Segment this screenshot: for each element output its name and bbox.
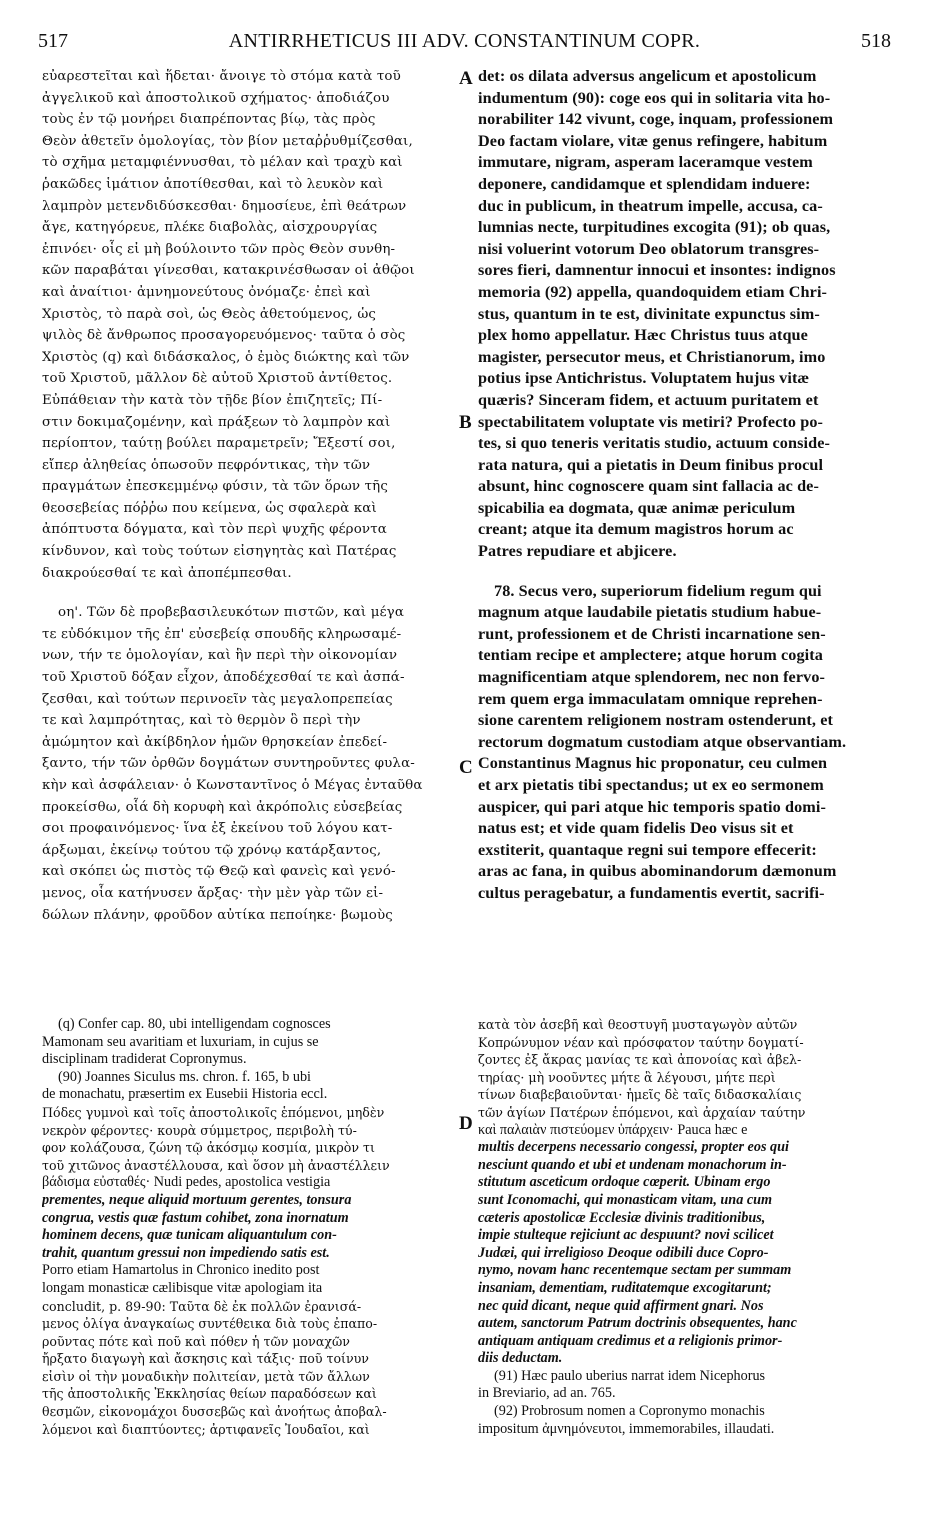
margin-letter-a: A — [459, 68, 473, 89]
greek-text-line: διακρούεσθαί τε καὶ ἀποπέμπεσθαι. — [42, 565, 292, 581]
footnotes-left-column — [42, 1016, 460, 1438]
greek-text-line: άρξωμαι, ἐκείνῳ τούτου τῷ χρόνῳ κατάρξαντος, — [42, 842, 382, 858]
latin-text-line: rem quem erga immaculatam omnique reprehen- — [478, 689, 823, 708]
footnote-line-left: τοῦ χιτῶνος ἀναστέλλουσα, καὶ ὅσον μὴ ἀναστέλλειν — [42, 1157, 390, 1173]
greek-text-line: λαμπρὸν μετενδιδύσκεσθαι· δημοσίευε, ἐπὶ θεάτρων — [42, 198, 407, 214]
footnote-line-right: nesciunt quando et ubi et undenam monachorum in- — [478, 1156, 787, 1173]
latin-text-line: et arx pietatis tibi spectandus; ut ex eo sermonem — [478, 776, 824, 794]
footnote-line-right: diis deductam. — [478, 1350, 563, 1367]
footnote-line-left: τῆς ἀποστολικῆς Ἐκκλησίας θείων παραδόσεων καὶ — [42, 1386, 377, 1402]
footnote-line-left: ροῦντας πότε καὶ ποῦ καὶ πόθεν ἡ τῶν μοναχῶν — [42, 1333, 350, 1349]
footnote-line-left: ἤρξατο διαγωγὴ καὶ ἄσκησις καὶ τάξις· ποῦ τοίνυν — [42, 1351, 369, 1367]
latin-text-line: immutare, nigram, asperam laceramque vestem — [478, 153, 813, 172]
latin-text-line: magister, persecutor meus, et Christianorum, imo — [478, 347, 826, 366]
footnote-line-right: autem, sanctorum Patrum doctrinis obsequentes, hanc — [478, 1315, 797, 1332]
latin-text-line: natus est; et vide quam fidelis Deo visus sit et — [478, 819, 794, 838]
greek-text-line: θεοσεβείας πόῤῥω που κείμενα, ὡς σφαλερὰ καὶ — [42, 500, 377, 516]
footnote-line-left: (q) Confer cap. 80, ubi intelligendam cognosces — [58, 1016, 331, 1032]
page-number-left: 517 — [38, 30, 68, 52]
footnote-line-left: θεσμῶν, εἰκονομάχοι δυσσεβῶς καὶ ἀνοήτως ἀποβαλ- — [42, 1404, 387, 1420]
greek-text-line: ἄγε, κατηγόρευε, πλέκε διαβολὰς, αἰσχρουργίας — [42, 220, 378, 236]
footnote-line-right: (92) Probrosum nomen a Copronymo monachis — [494, 1403, 765, 1420]
footnote-line-right: impie stulteque rejiciunt ac despuunt? novi scilicet — [478, 1227, 774, 1244]
footnote-line-left: φον κολάζουσα, ζώνη τῷ ἀκόσμῳ κοσμία, μικρὸν τι — [42, 1140, 375, 1156]
footnote-line-right: impositum ἀμνημόνευτοι, immemorabiles, illaudati. — [478, 1420, 775, 1437]
latin-text-line: indumentum (90): coge eos qui in solitaria vita ho- — [478, 88, 831, 107]
greek-text-line: ῥακῶδες ἱμάτιον ἀποτίθεσθαι, καὶ τὸ λευκὸν καὶ — [42, 176, 384, 192]
greek-text-line: τοὺς ἐν τῷ μονήρει διαπρέποντας βίῳ, τὰς πρὸς — [42, 112, 376, 128]
greek-text-line: εἴπερ ἀληθείας ὁπωσοῦν πεφρόντικας, τὴν τῶν — [42, 457, 371, 473]
latin-text-line: deponere, candidamque et splendidam induere: — [478, 174, 811, 193]
latin-text-line: sores fieri, damnentur innocui et insontes: indignos — [478, 261, 836, 280]
latin-text-line: cultus peragebatur, a fundamentis evertit, sacrifi- — [478, 883, 825, 902]
footnote-line-right: in Breviario, ad an. 765. — [478, 1385, 616, 1402]
greek-text-line: ζεσθαι, καὶ τούτων περινοεῖν τὰς μεγαλοπρεπείας — [42, 691, 393, 707]
latin-text-line: Patres repudiare et abjicere. — [478, 542, 677, 561]
footnote-line-right: insaniam, dementiam, ruditatemque excogitarunt; — [478, 1279, 772, 1296]
latin-text-line: Constantinus Magnus hic proponatur, ceu culmen — [478, 754, 828, 773]
greek-text-line: περίοπτον, ταύτῃ βούλει παραμετρεῖν; Ἔξεστί σοι, — [42, 436, 396, 452]
footnote-line-right: κατὰ τὸν ἀσεβῆ καὶ θεοστυγῆ μυσταγωγὸν αὐτῶν — [478, 1017, 798, 1032]
margin-letter-c: C — [459, 757, 473, 778]
footnote-line-left: hominem decens, quæ tunicam aliquantulum con- — [42, 1227, 337, 1244]
greek-text-line: σοι προφαινόμενος· ἵνα ἐξ ἐκείνου τοῦ λόγου κατ- — [42, 821, 393, 837]
latin-text-line: aras ac fana, in quibus abominandorum dæmonum — [478, 862, 837, 881]
footnotes-right-column — [478, 1016, 894, 1438]
footnote-line-left: νεκρὸν φέροντες· κουρὰ σύμμετρος, περιβολὴ τύ- — [42, 1122, 357, 1138]
footnote-line-left: congrua, vestis quæ fastum cohibet, zona inornatum — [42, 1209, 349, 1226]
latin-text-line: sione carentem religionem nostram ostenderunt, et — [478, 711, 833, 730]
greek-text-line: ξαντο, τήν τῶν ὀρθῶν δογμάτων συντηροῦντες φυλα- — [42, 756, 415, 772]
greek-text-line: καὶ σκόπει ὡς πιστὸς τῷ Θεῷ καὶ φανεὶς καὶ γενό- — [42, 864, 396, 880]
latin-text-line: potius ipse Antichristus. Voluptatem hujus vitæ — [478, 369, 810, 388]
running-title: ANTIRRHETICUS III ADV. CONSTANTINUM COPR. — [228, 30, 701, 52]
latin-text-line: absunt, hinc cognoscere quam sint fallacia ac de- — [478, 477, 819, 496]
greek-text-column — [42, 66, 458, 926]
footnote-line-right: καὶ παλαιὰν πιστεύομεν ὑπάρχειν· Pauca hæc e — [478, 1121, 748, 1138]
latin-text-line: lumnias necte, turpitudines excogita (91); ob quas, — [478, 218, 831, 237]
greek-text-line: ἐπινόει· οἷς εἰ μὴ βούλοιντο τῶν πρὸς Θεὸν συνθη- — [42, 241, 396, 257]
latin-text-line: nisi voluerint votorum Deo oblatorum transgres- — [478, 239, 820, 258]
footnote-line-right: (91) Hæc paulo uberius narrat idem Nicephorus — [494, 1367, 766, 1384]
latin-text-column — [478, 66, 894, 905]
latin-text-line: norabiliter 142 vivunt, coge, inquam, professionem — [478, 110, 834, 129]
footnote-line-right: stitutum asceticum ordoque cœperit. Ubinam ergo — [478, 1174, 771, 1191]
footnote-line-left: longam monasticæ cælibisque vitæ apologiam ita — [42, 1279, 323, 1296]
latin-text-line: memoria (92) appella, quandoquidem etiam Chri- — [478, 282, 828, 301]
greek-text-line: τε εὐδόκιμον τῆς ἐπ' εὐσεβείᾳ σπουδῆς κληρωσαμέ- — [42, 626, 402, 642]
footnote-line-right: Judæi, qui irreligioso Deoque odibili duce Copro- — [478, 1244, 769, 1261]
latin-text-line: rata natura, qui a pietatis in Deum finibus procul — [478, 455, 824, 474]
paragraph-gap — [42, 584, 458, 602]
greek-text-line: τε καὶ λαμπρότητας, καὶ τὸ θερμὸν ὃ περὶ τὴν — [42, 713, 361, 729]
footnote-line-right: ζοντες ἐξ ἄκρας μανίας τε καὶ ἀπονοίας καὶ ἀβελ- — [478, 1052, 802, 1068]
margin-letter-d: D — [459, 1113, 473, 1134]
latin-text-line: tes, si quo teneris veritatis studio, actuum conside- — [478, 434, 830, 453]
greek-text-line: Χριστὸς (q) καὶ διδάσκαλος, ὁ ἐμὸς διώκτης καὶ τῶν — [42, 349, 410, 365]
footnote-line-right: nec quid dicant, neque quid affirment gnari. Nos — [478, 1297, 764, 1314]
greek-text-line: ἀμώμητον καὶ ἀκίβδηλον ἡμῶν θρησκείαν ἐπεδεί- — [42, 734, 388, 750]
greek-text-line: ἀπόπτυστα δόγματα, καὶ τὸν περὶ ψυχῆς φέροντα — [42, 522, 387, 538]
latin-text-line: exstiterit, quantaque regni sui tempore effecerit: — [478, 840, 817, 859]
greek-text-line: προκείσθω, οἷά δὴ κορυφὴ καὶ ἀκρόπολις εὐσεβείας — [42, 799, 403, 815]
latin-text-line: runt, professionem et de Christi incarnatione sen- — [478, 624, 826, 643]
footnote-line-left: Mamonam seu avaritiam et luxuriam, in cujus se — [42, 1033, 319, 1050]
latin-text-line: spicabilia ea dogmata, quæ animæ periculum — [478, 498, 796, 517]
latin-text-line: rectorum dogmatum custodiam atque observantiam. — [478, 732, 847, 751]
latin-text-line: auspicer, qui pari atque hic temporis spatio domi- — [478, 797, 826, 816]
latin-text-line: spectabilitatem voluptate vis metiri? Profecto po- — [478, 412, 824, 431]
footnote-line-left: λόμενοι καὶ διαπτύοντες; ἀρτιφανεῖς Ἰουδαῖοι, καὶ — [42, 1421, 370, 1437]
footnote-line-right: nymo, novam hanc recentemque sectam per summam — [478, 1262, 792, 1279]
latin-text-line: magnificentiam atque splendorem, nec non fervo- — [478, 668, 826, 687]
greek-text-line: οη'. Τῶν δὲ προβεβασιλευκότων πιστῶν, καὶ μέγα — [58, 605, 405, 621]
greek-text-line: δώλων πλάνην, φροῦδον αὐτίκα πεποίηκε· βωμοὺς — [42, 907, 393, 923]
greek-text-line: καὶ ἀναίτιοι· ἀμνημονεύτους ὀνόμαζε· ἐπεὶ καὶ — [42, 284, 371, 300]
latin-text-line: 78. Secus vero, superiorum fidelium regum qui — [494, 581, 822, 600]
footnote-line-left: εἰσὶν οἱ τὴν μοναδικὴν πολιτείαν, μετὰ τῶν ἄλλων — [42, 1368, 370, 1384]
latin-text-line: duc in publicum, in theatrum impelle, accusa, ca- — [478, 196, 823, 215]
footnote-line-right: Κοπρώνυμον νέαν καὶ πρόσφατον ταύτην δογματί- — [478, 1034, 804, 1050]
greek-text-line: νων, τήν τε ὁμολογίαν, καὶ ἣν περὶ τὴν οἰκονομίαν — [42, 648, 398, 664]
greek-text-line: Χριστὸς, τὸ παρὰ σοὶ, ὡς Θεὸς ἀθετούμενος, ὡς — [42, 306, 377, 322]
latin-text-line: plex homo appellatur. Hæc Christus tuus atque — [478, 326, 808, 345]
latin-text-line: tentiam recipe et amplectere; atque horum cogita — [478, 646, 823, 665]
footnote-line-left: Πόδες γυμνοὶ καὶ τοῖς ἀποστολικοῖς ἑπόμενοι, μηδὲν — [42, 1104, 385, 1120]
greek-text-line: κίνδυνον, καὶ τοὺς τούτων εἰσηγητὰς καὶ Πατέρας — [42, 544, 397, 560]
greek-text-line: τοῦ Χριστοῦ δόξαν εἶχον, ἀποδέχεσθαί τε καὶ ἀσπά- — [42, 670, 405, 686]
greek-text-line: εὐαρεστεῖται καὶ ἥδεται· ἄνοιγε τὸ στόμα κατὰ τοῦ — [42, 69, 401, 84]
footnote-line-right: τηρίας· μὴ νοοῦντες μήτε ἃ λέγουσι, μήτε περὶ — [478, 1069, 776, 1085]
latin-text-line: stus, quantum in te est, divinitate expunctus sim- — [478, 304, 820, 323]
greek-text-line: Εὐπάθειαν τὴν κατὰ τὸν τῇδε βίον ἐπιζητεῖς; Πί- — [42, 392, 383, 408]
footnote-line-right: antiquam antiquam credimus et a religionis primor- — [478, 1332, 783, 1349]
greek-text-line: ψιλὸς δὲ ἄνθρωπος προσαγορευόμενος· ταῦτα ὁ σὸς — [42, 328, 406, 344]
greek-text-line: τοῦ Χριστοῦ, μᾶλλον δὲ αὐτοῦ Χριστοῦ ἀντίθετος. — [42, 371, 393, 387]
footnote-line-left: concludit, p. 89-90: Ταῦτα δὲ ἐκ πολλῶν ἐρανισά- — [42, 1298, 362, 1314]
footnote-line-left: trahit, quantum gressui non impediendo satis est. — [42, 1244, 330, 1261]
greek-text-line: κὴν καὶ ἀσφάλειαν· ὁ Κωνσταντῖνος ὁ Μέγας ἐνταῦθα — [42, 778, 423, 793]
footnote-line-right: multis decerpens necessario congessi, propter eos qui — [478, 1139, 789, 1156]
footnote-line-right: cæteris apostolicæ Ecclesiæ divinis traditionibus, — [478, 1209, 766, 1226]
greek-text-line: μενος, οἷα κατήνυσεν ἄρξας· τὴν μὲν γὰρ τῶν εἰ- — [42, 885, 384, 901]
footnote-line-right: τῶν ἁγίων Πατέρων ἑπόμενοι, καὶ ἀρχαίαν ταύτην — [478, 1104, 806, 1120]
greek-text-line: κῶν παραβάται γίνεσθαι, κατακρινέσθωσαν οἱ ἀθῷοι — [42, 263, 415, 279]
footnote-line-left: de monachatu, præsertim ex Eusebii Historia eccl. — [42, 1086, 328, 1103]
footnote-line-left: (90) Joannes Siculus ms. chron. f. 165, b ubi — [58, 1068, 311, 1085]
footnote-line-left: disciplinam tradiderat Copronymus. — [42, 1051, 247, 1068]
latin-text-line: quæris? Sinceram fidem, et actuum puritatem et — [478, 390, 819, 409]
paragraph-gap — [478, 563, 894, 581]
greek-text-line: ἀγγελικοῦ καὶ ἀποστολικοῦ σχήματος· ἀποδιάζου — [42, 90, 390, 106]
latin-text-line: creant; atque ita demum magistros horum ac — [478, 520, 794, 539]
footnote-line-left: βάδισμα εὐσταθές· Nudi pedes, apostolica vestigia — [42, 1174, 331, 1191]
greek-text-line: Θεὸν ἀθετεῖν ὁμολογίας, τὸν βίον μεταῤῥυθμίζεσθαι, — [42, 133, 413, 149]
latin-text-line: magnum atque laudabile pietatis studium habue- — [478, 603, 822, 622]
page-header — [38, 30, 891, 62]
footnote-line-right: τίνων διαβεβαιοῦνται· ἡμεῖς δὲ ταῖς διδασκαλίαις — [478, 1087, 802, 1103]
greek-text-line: πραγμάτων ἐπεσκεμμένῳ φύσιν, τὰ τῶν ὅρων τῆς — [42, 479, 388, 495]
footnote-line-left: prementes, neque aliquid mortuum gerentes, tonsura — [42, 1191, 352, 1208]
page-number-right: 518 — [861, 30, 891, 52]
greek-text-line: στιν δοκιμαζομένην, καὶ πράξεων τὸ λαμπρὸν καὶ — [42, 414, 391, 430]
latin-text-line: Deo factam violare, vitæ genus refingere, habitum — [478, 131, 828, 150]
footnote-line-left: μενος ὀλίγα ἀναγκαίως συντέθεικα διὰ τοὺς ἐπαπο- — [42, 1316, 378, 1332]
latin-text-line: det: os dilata adversus angelicum et apostolicum — [478, 67, 817, 85]
greek-text-line: τὸ σχῆμα μεταμφιέννυσθαι, τὸ μέλαν καὶ τραχὺ καὶ — [42, 155, 403, 171]
margin-letter-b: B — [459, 412, 472, 433]
footnote-line-right: sunt Iconomachi, qui monasticam vitam, una cum — [478, 1191, 773, 1208]
footnote-line-left: Porro etiam Hamartolus in Chronico inedito post — [42, 1262, 320, 1279]
